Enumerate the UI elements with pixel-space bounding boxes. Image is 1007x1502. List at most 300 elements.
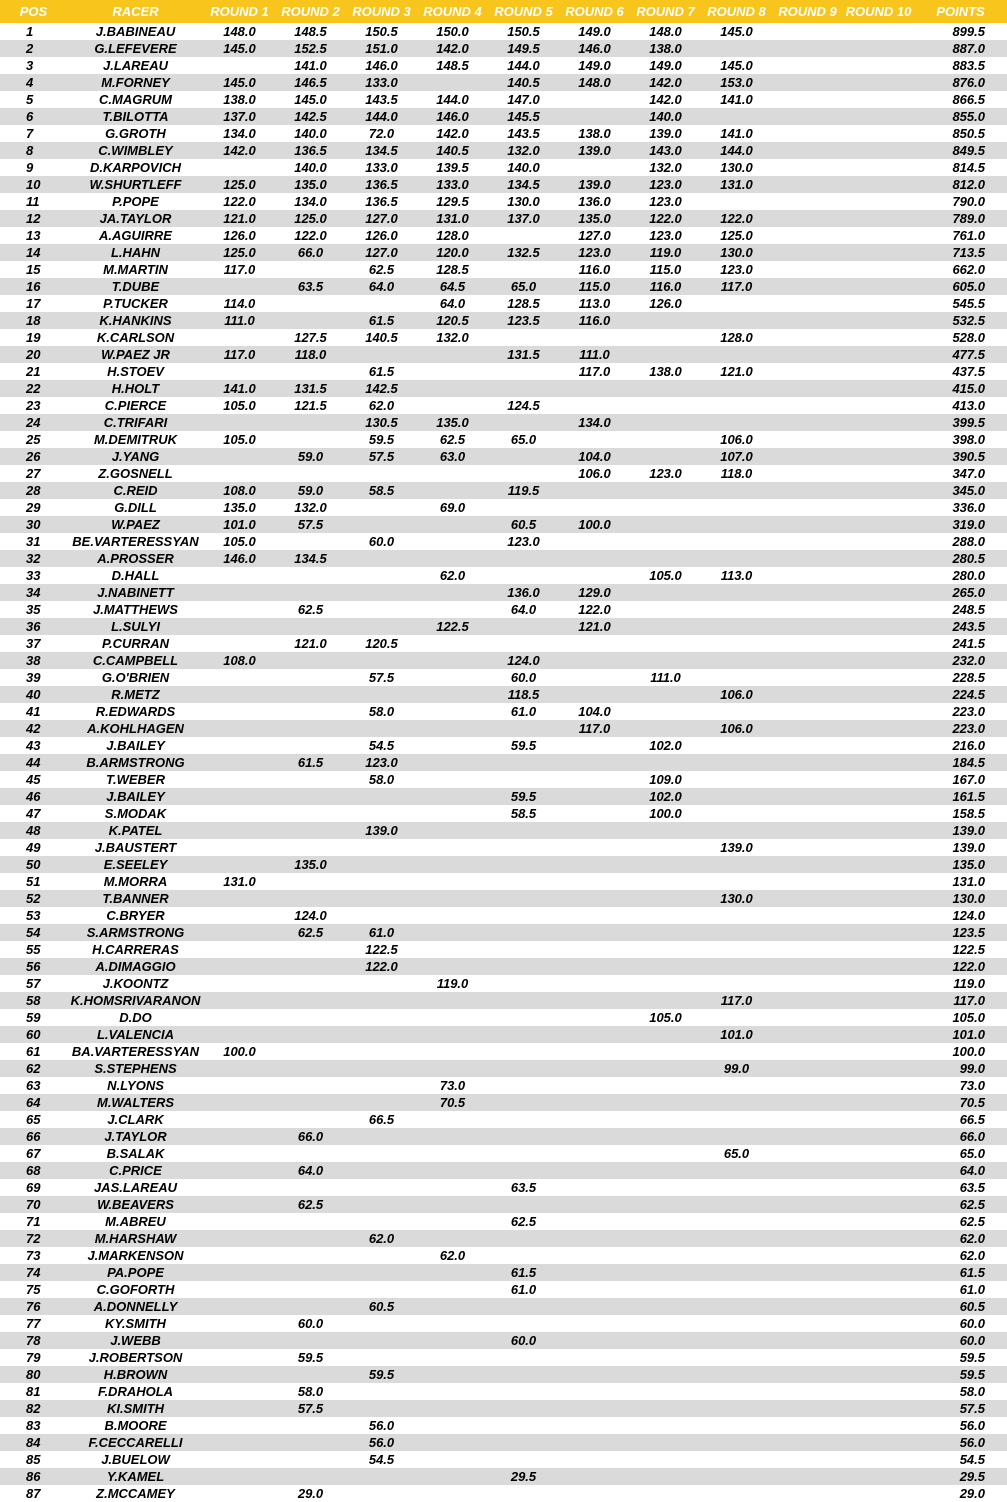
cell-round-6 <box>559 805 630 822</box>
cell-points: 887.0 <box>952 41 985 56</box>
table-row <box>0 329 1007 346</box>
table-row <box>0 1145 1007 1162</box>
cell-round-5 <box>488 1026 559 1043</box>
cell-round-3: 136.5 <box>365 194 398 209</box>
cell-racer: C.WIMBLEY <box>98 143 173 158</box>
cell-round-6: 106.0 <box>578 466 611 481</box>
cell-round-5: 124.0 <box>507 653 540 668</box>
table-row <box>0 210 1007 227</box>
cell-round-7: 142.0 <box>649 92 682 107</box>
cell-round-10 <box>843 1468 914 1485</box>
cell-round-7 <box>630 1434 701 1451</box>
cell-racer: J.BAUSTERT <box>94 840 177 855</box>
cell-pos: 48 <box>26 823 41 838</box>
cell-round-2: 134.0 <box>294 194 327 209</box>
table-row <box>0 1230 1007 1247</box>
cell-round-6: 117.0 <box>578 364 611 379</box>
table-row <box>0 1349 1007 1366</box>
cell-racer: A.PROSSER <box>97 551 174 566</box>
cell-round-6 <box>559 1077 630 1094</box>
cell-round-1 <box>204 890 275 907</box>
cell-round-5 <box>488 1043 559 1060</box>
cell-racer: J.LAREAU <box>102 58 168 73</box>
cell-racer: JAS.LAREAU <box>93 1180 178 1195</box>
cell-round-7 <box>630 618 701 635</box>
cell-round-5 <box>488 1128 559 1145</box>
cell-round-3 <box>346 1094 417 1111</box>
cell-round-8 <box>701 499 772 516</box>
cell-round-6 <box>559 1009 630 1026</box>
cell-round-6 <box>559 1043 630 1060</box>
table-body <box>0 23 1007 1502</box>
cell-round-9 <box>772 601 843 618</box>
cell-points: 789.0 <box>952 211 985 226</box>
cell-round-3: 62.5 <box>368 262 395 277</box>
cell-round-7 <box>630 1111 701 1128</box>
cell-round-2 <box>275 1417 346 1434</box>
cell-points: 545.5 <box>952 296 985 311</box>
cell-round-4 <box>417 652 488 669</box>
cell-round-4 <box>417 1451 488 1468</box>
cell-round-4: 131.0 <box>436 211 469 226</box>
cell-round-10 <box>843 584 914 601</box>
cell-round-8 <box>701 1094 772 1111</box>
table-row <box>0 193 1007 210</box>
cell-round-8 <box>701 907 772 924</box>
cell-round-8 <box>701 1468 772 1485</box>
cell-round-1: 122.0 <box>223 194 256 209</box>
cell-round-2: 58.0 <box>297 1384 324 1399</box>
cell-points: 280.0 <box>952 568 985 583</box>
cell-round-7 <box>630 1094 701 1111</box>
cell-round-7 <box>630 1145 701 1162</box>
cell-round-10 <box>843 975 914 992</box>
cell-round-2 <box>275 873 346 890</box>
cell-round-2 <box>275 1247 346 1264</box>
cell-round-6 <box>559 482 630 499</box>
cell-round-7 <box>630 703 701 720</box>
cell-points: 63.5 <box>959 1180 985 1195</box>
cell-round-2 <box>275 941 346 958</box>
cell-round-4 <box>417 873 488 890</box>
cell-round-6 <box>559 1060 630 1077</box>
cell-round-7 <box>630 1230 701 1247</box>
cell-racer: J.BABINEAU <box>95 24 176 39</box>
cell-round-3 <box>346 1213 417 1230</box>
cell-racer: S.MODAK <box>104 806 167 821</box>
cell-points: 413.0 <box>952 398 985 413</box>
table-row <box>0 737 1007 754</box>
cell-round-7 <box>630 1400 701 1417</box>
cell-pos: 37 <box>26 636 41 651</box>
cell-round-10 <box>843 737 914 754</box>
cell-round-9 <box>772 1094 843 1111</box>
cell-round-9 <box>772 1247 843 1264</box>
cell-round-1 <box>204 1366 275 1383</box>
cell-round-8 <box>701 635 772 652</box>
cell-racer: C.PIERCE <box>104 398 167 413</box>
cell-round-2: 60.0 <box>297 1316 324 1331</box>
cell-pos: 27 <box>26 466 41 481</box>
cell-racer: W.BEAVERS <box>97 1197 174 1212</box>
cell-round-7 <box>630 1281 701 1298</box>
cell-round-4 <box>417 74 488 91</box>
table-row <box>0 1485 1007 1502</box>
cell-pos: 66 <box>26 1129 41 1144</box>
cell-round-3: 136.5 <box>365 177 398 192</box>
cell-round-2 <box>275 1009 346 1026</box>
cell-round-9 <box>772 448 843 465</box>
cell-racer: M.MORRA <box>103 874 168 889</box>
cell-racer: C.REID <box>113 483 158 498</box>
cell-round-8 <box>701 1485 772 1502</box>
cell-round-7: 105.0 <box>649 568 682 583</box>
cell-round-8: 131.0 <box>720 177 753 192</box>
cell-racer: BA.VARTERESSYAN <box>71 1044 200 1059</box>
cell-points: 61.0 <box>959 1282 985 1297</box>
cell-round-8 <box>701 1247 772 1264</box>
header-points: POINTS <box>936 4 985 19</box>
cell-racer: M.MARTIN <box>103 262 168 277</box>
cell-pos: 33 <box>26 568 41 583</box>
cell-round-9 <box>772 584 843 601</box>
cell-round-1: 125.0 <box>223 245 256 260</box>
cell-round-2 <box>275 1145 346 1162</box>
table-row <box>0 278 1007 295</box>
cell-round-3 <box>346 907 417 924</box>
cell-round-7 <box>630 652 701 669</box>
cell-round-3 <box>346 1383 417 1400</box>
table-row <box>0 567 1007 584</box>
cell-pos: 51 <box>26 874 41 889</box>
cell-round-4: 146.0 <box>436 109 469 124</box>
cell-round-6 <box>559 1026 630 1043</box>
cell-points: 99.0 <box>959 1061 985 1076</box>
cell-pos: 71 <box>26 1214 41 1229</box>
cell-points: 62.5 <box>959 1197 985 1212</box>
cell-round-6 <box>559 1128 630 1145</box>
cell-round-2 <box>275 737 346 754</box>
cell-round-5 <box>488 329 559 346</box>
cell-round-9 <box>772 1332 843 1349</box>
cell-round-6: 115.0 <box>578 279 611 294</box>
cell-points: 64.0 <box>959 1163 985 1178</box>
cell-racer: KI.SMITH <box>106 1401 165 1416</box>
cell-points: 56.0 <box>959 1418 985 1433</box>
cell-round-3 <box>346 1043 417 1060</box>
cell-round-4 <box>417 346 488 363</box>
cell-round-5 <box>488 1230 559 1247</box>
cell-round-1: 145.0 <box>223 41 256 56</box>
cell-round-4 <box>417 1026 488 1043</box>
cell-round-9 <box>772 363 843 380</box>
table-row <box>0 1026 1007 1043</box>
cell-round-7 <box>630 635 701 652</box>
table-row <box>0 1281 1007 1298</box>
cell-round-5: 143.5 <box>507 126 540 141</box>
cell-pos: 36 <box>26 619 41 634</box>
cell-racer: T.WEBER <box>106 772 165 787</box>
cell-round-7: 109.0 <box>649 772 682 787</box>
cell-round-2 <box>275 1230 346 1247</box>
cell-round-2: 135.0 <box>294 857 327 872</box>
cell-round-9 <box>772 465 843 482</box>
cell-pos: 84 <box>26 1435 41 1450</box>
cell-round-1 <box>204 1468 275 1485</box>
cell-round-10 <box>843 91 914 108</box>
cell-round-5: 61.5 <box>510 1265 537 1280</box>
cell-round-3 <box>346 1247 417 1264</box>
cell-racer: D.HALL <box>111 568 160 583</box>
cell-round-6 <box>559 754 630 771</box>
cell-round-1 <box>204 1009 275 1026</box>
cell-round-7 <box>630 312 701 329</box>
cell-round-10 <box>843 380 914 397</box>
cell-round-3: 66.5 <box>368 1112 395 1127</box>
cell-round-5 <box>488 941 559 958</box>
cell-pos: 78 <box>26 1333 41 1348</box>
cell-pos: 56 <box>26 959 41 974</box>
cell-pos: 44 <box>26 755 41 770</box>
cell-pos: 80 <box>26 1367 41 1382</box>
cell-round-10 <box>843 499 914 516</box>
cell-round-2: 136.5 <box>294 143 327 158</box>
cell-round-6 <box>559 1468 630 1485</box>
cell-round-1 <box>204 1485 275 1502</box>
cell-round-10 <box>843 822 914 839</box>
cell-pos: 9 <box>26 160 34 175</box>
cell-round-8: 141.0 <box>720 92 753 107</box>
cell-round-6: 111.0 <box>579 347 610 362</box>
cell-pos: 11 <box>26 194 40 209</box>
cell-round-9 <box>772 1264 843 1281</box>
cell-round-10 <box>843 312 914 329</box>
table-row <box>0 1111 1007 1128</box>
cell-round-8: 99.0 <box>723 1061 750 1076</box>
cell-round-7 <box>630 975 701 992</box>
table-row <box>0 754 1007 771</box>
cell-round-2: 124.0 <box>294 908 327 923</box>
cell-round-4: 144.0 <box>436 92 469 107</box>
cell-round-3 <box>346 1026 417 1043</box>
cell-points: 29.5 <box>959 1469 985 1484</box>
cell-round-2: 63.5 <box>297 279 324 294</box>
cell-pos: 25 <box>26 432 41 447</box>
cell-round-10 <box>843 431 914 448</box>
cell-round-2 <box>275 1213 346 1230</box>
cell-round-8 <box>701 312 772 329</box>
cell-round-7 <box>630 1128 701 1145</box>
cell-round-8: 139.0 <box>720 840 753 855</box>
cell-points: 876.0 <box>952 75 985 90</box>
cell-points: 139.0 <box>952 823 985 838</box>
cell-pos: 16 <box>26 279 41 294</box>
cell-round-5 <box>488 465 559 482</box>
cell-pos: 34 <box>26 585 41 600</box>
cell-round-5 <box>488 499 559 516</box>
cell-round-2 <box>275 414 346 431</box>
cell-points: 123.5 <box>952 925 985 940</box>
cell-round-3 <box>346 1332 417 1349</box>
cell-round-2 <box>275 958 346 975</box>
cell-pos: 63 <box>26 1078 41 1093</box>
cell-round-5: 58.5 <box>510 806 537 821</box>
table-row <box>0 91 1007 108</box>
cell-round-8: 121.0 <box>720 364 753 379</box>
cell-racer: S.STEPHENS <box>94 1061 177 1076</box>
cell-points: 319.0 <box>952 517 985 532</box>
cell-round-2 <box>275 295 346 312</box>
cell-round-10 <box>843 1417 914 1434</box>
table-row <box>0 1332 1007 1349</box>
header-round-7: ROUND 7 <box>636 4 695 19</box>
cell-round-8: 65.0 <box>723 1146 750 1161</box>
cell-round-10 <box>843 635 914 652</box>
cell-round-1 <box>204 941 275 958</box>
cell-round-3 <box>346 1060 417 1077</box>
cell-round-10 <box>843 23 914 40</box>
cell-round-4 <box>417 1060 488 1077</box>
cell-round-6: 116.0 <box>578 313 611 328</box>
cell-round-10 <box>843 1383 914 1400</box>
cell-round-7 <box>630 754 701 771</box>
cell-pos: 76 <box>26 1299 41 1314</box>
cell-round-7: 138.0 <box>649 364 682 379</box>
cell-round-7: 116.0 <box>649 279 682 294</box>
cell-round-4 <box>417 380 488 397</box>
cell-round-8: 106.0 <box>720 432 753 447</box>
cell-round-9 <box>772 1230 843 1247</box>
cell-round-2 <box>275 703 346 720</box>
cell-pos: 75 <box>26 1282 41 1297</box>
cell-round-6 <box>559 91 630 108</box>
cell-round-1: 131.0 <box>223 874 256 889</box>
cell-round-10 <box>843 703 914 720</box>
cell-round-9 <box>772 1077 843 1094</box>
cell-round-7: 105.0 <box>649 1010 682 1025</box>
cell-round-1: 137.0 <box>223 109 256 124</box>
cell-round-1: 105.0 <box>223 398 256 413</box>
cell-round-1: 146.0 <box>223 551 256 566</box>
cell-round-2: 122.0 <box>294 228 327 243</box>
cell-round-9 <box>772 23 843 40</box>
cell-round-6 <box>559 1366 630 1383</box>
cell-round-3: 123.0 <box>365 755 398 770</box>
cell-round-5: 140.5 <box>507 75 540 90</box>
cell-round-5 <box>488 1111 559 1128</box>
cell-round-10 <box>843 482 914 499</box>
cell-round-1 <box>204 414 275 431</box>
cell-round-8 <box>701 958 772 975</box>
cell-round-10 <box>843 1230 914 1247</box>
table-row <box>0 244 1007 261</box>
cell-round-3 <box>346 465 417 482</box>
cell-round-8 <box>701 601 772 618</box>
cell-pos: 23 <box>26 398 41 413</box>
cell-points: 66.0 <box>959 1129 985 1144</box>
cell-round-9 <box>772 1009 843 1026</box>
table-row <box>0 788 1007 805</box>
cell-round-8 <box>701 1162 772 1179</box>
cell-round-2 <box>275 1332 346 1349</box>
cell-round-5: 149.5 <box>507 41 540 56</box>
cell-round-5: 61.0 <box>510 704 537 719</box>
cell-round-3 <box>346 601 417 618</box>
cell-round-8 <box>701 1417 772 1434</box>
cell-points: 241.5 <box>952 636 985 651</box>
cell-points: 532.5 <box>952 313 985 328</box>
cell-racer: J.WEBB <box>110 1333 161 1348</box>
cell-round-6: 100.0 <box>578 517 611 532</box>
cell-round-10 <box>843 618 914 635</box>
cell-points: 56.0 <box>959 1435 985 1450</box>
cell-round-6 <box>559 635 630 652</box>
cell-round-2: 121.5 <box>294 398 327 413</box>
cell-round-7 <box>630 1451 701 1468</box>
cell-round-4: 128.0 <box>436 228 469 243</box>
cell-round-2 <box>275 1298 346 1315</box>
cell-round-2 <box>275 652 346 669</box>
cell-round-6 <box>559 669 630 686</box>
cell-round-9 <box>772 380 843 397</box>
cell-round-4 <box>417 397 488 414</box>
cell-round-1: 105.0 <box>223 534 256 549</box>
cell-pos: 82 <box>26 1401 41 1416</box>
cell-round-5 <box>488 1060 559 1077</box>
cell-points: 135.0 <box>952 857 985 872</box>
cell-pos: 24 <box>26 415 41 430</box>
cell-round-6: 135.0 <box>578 211 611 226</box>
cell-round-1 <box>204 1383 275 1400</box>
cell-round-9 <box>772 1468 843 1485</box>
cell-round-5 <box>488 567 559 584</box>
cell-round-10 <box>843 669 914 686</box>
cell-round-9 <box>772 91 843 108</box>
cell-round-7: 140.0 <box>649 109 682 124</box>
cell-round-4: 150.0 <box>436 24 469 39</box>
cell-round-2 <box>275 771 346 788</box>
cell-round-3: 142.5 <box>365 381 398 396</box>
cell-round-1 <box>204 924 275 941</box>
cell-round-6: 138.0 <box>578 126 611 141</box>
cell-round-9 <box>772 210 843 227</box>
cell-round-5 <box>488 1077 559 1094</box>
cell-round-6 <box>559 1417 630 1434</box>
cell-round-2 <box>275 975 346 992</box>
cell-round-5: 60.0 <box>510 670 537 685</box>
cell-round-7 <box>630 1196 701 1213</box>
cell-round-8 <box>701 805 772 822</box>
cell-round-1 <box>204 1315 275 1332</box>
cell-round-10 <box>843 1366 914 1383</box>
cell-pos: 60 <box>26 1027 41 1042</box>
cell-round-5 <box>488 414 559 431</box>
cell-round-3: 62.0 <box>368 398 395 413</box>
cell-points: 790.0 <box>952 194 985 209</box>
cell-round-9 <box>772 771 843 788</box>
cell-round-5: 65.0 <box>510 432 537 447</box>
cell-round-3: 59.5 <box>368 1367 395 1382</box>
cell-racer: M.WALTERS <box>96 1095 175 1110</box>
cell-pos: 43 <box>26 738 41 753</box>
cell-round-4 <box>417 890 488 907</box>
table-row <box>0 414 1007 431</box>
table-row <box>0 1077 1007 1094</box>
cell-round-7 <box>630 1179 701 1196</box>
cell-round-8 <box>701 482 772 499</box>
cell-round-7 <box>630 1349 701 1366</box>
cell-round-5: 59.5 <box>510 789 537 804</box>
